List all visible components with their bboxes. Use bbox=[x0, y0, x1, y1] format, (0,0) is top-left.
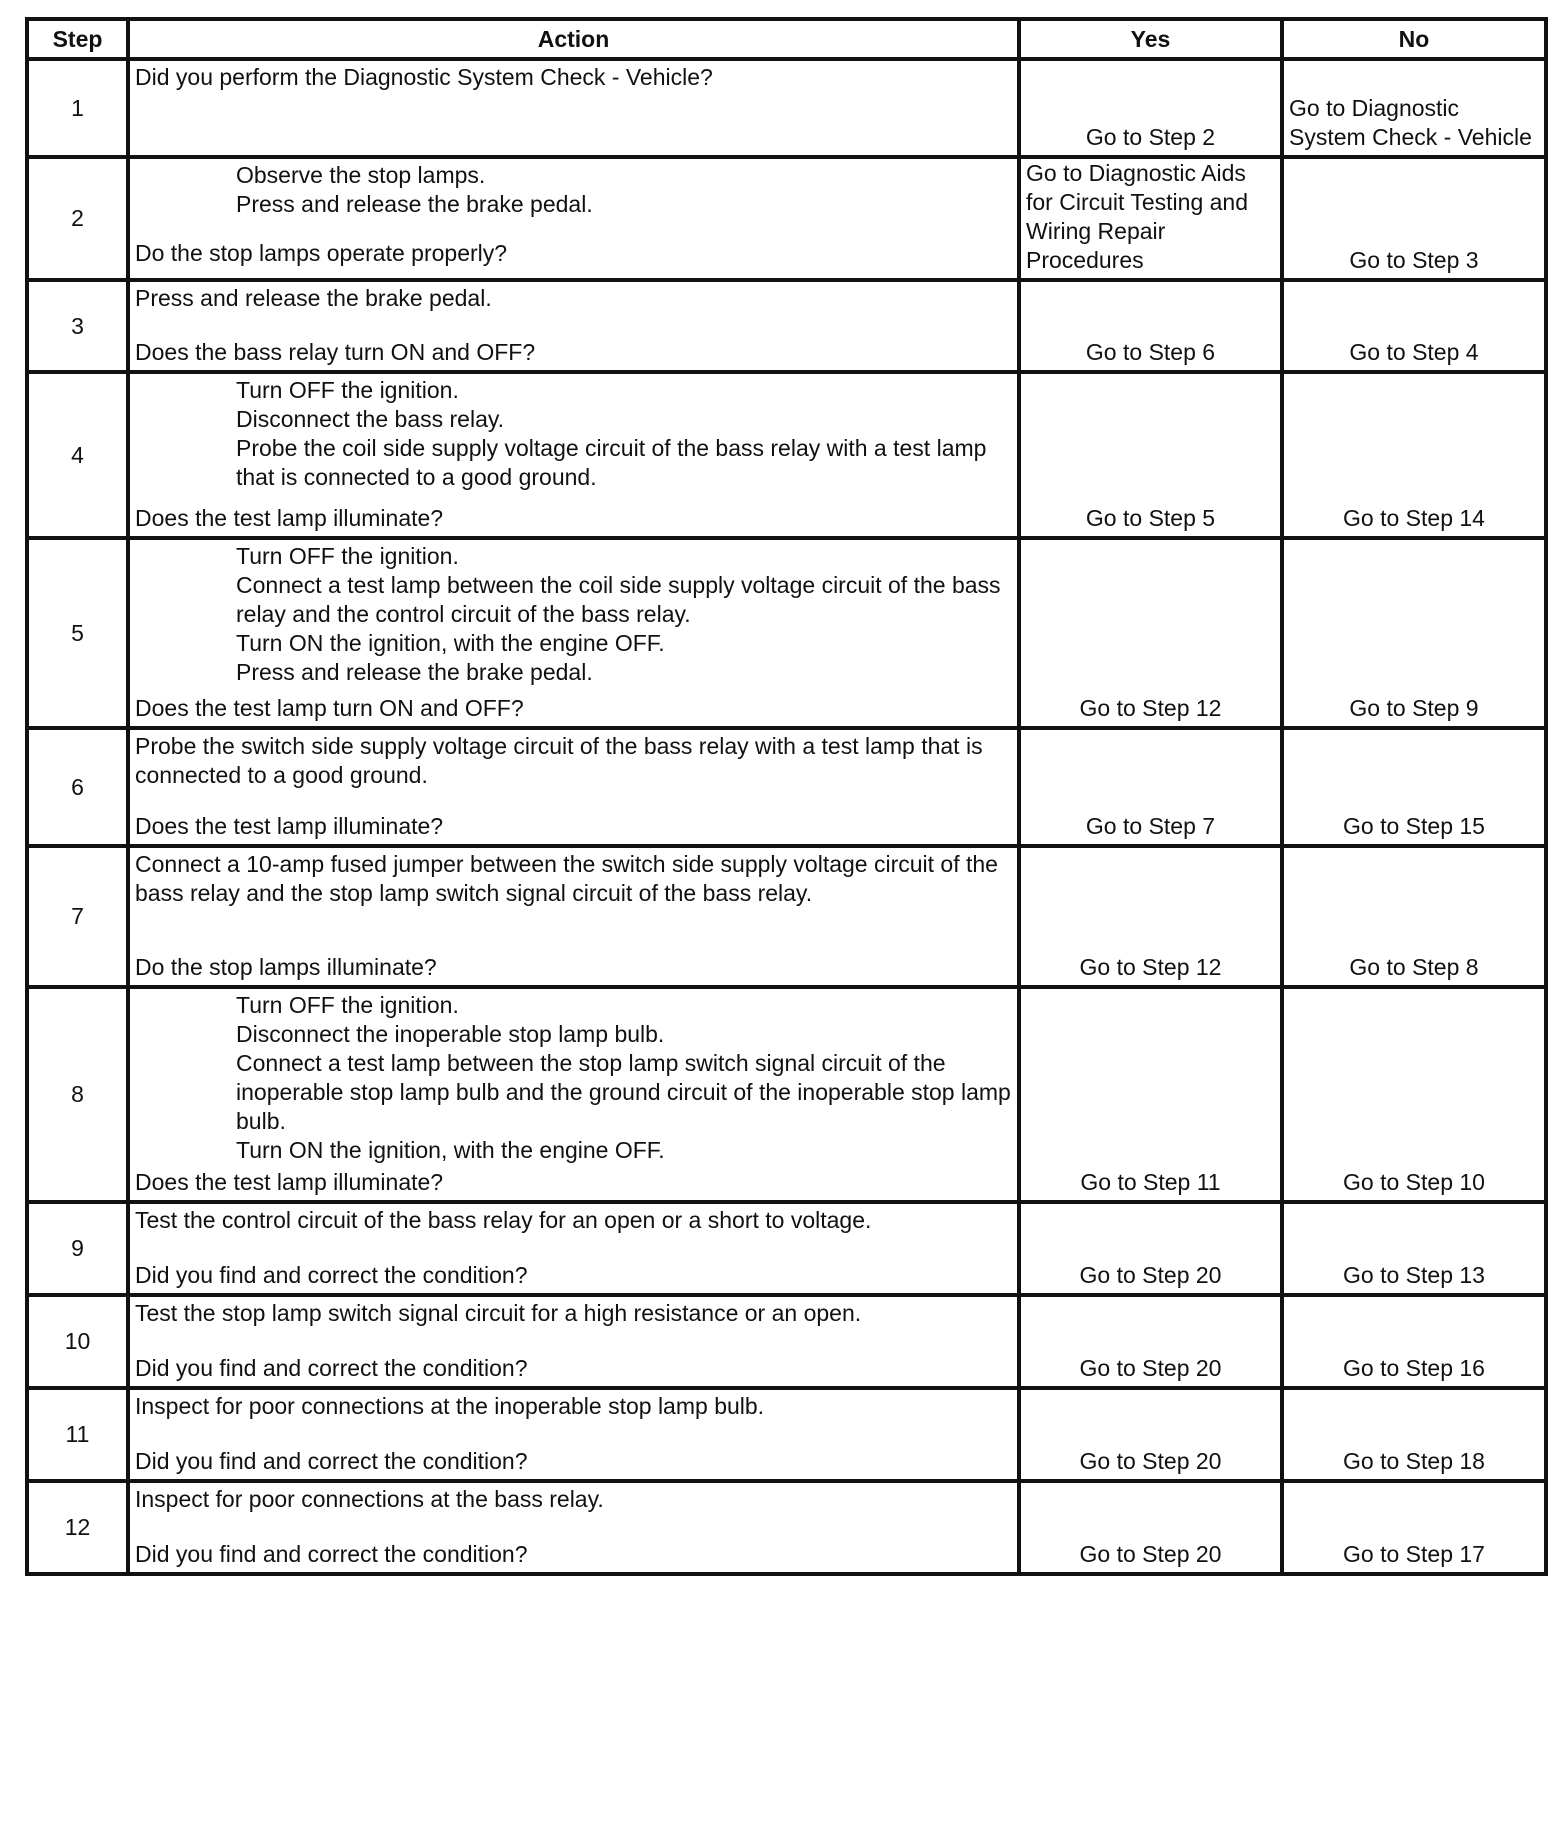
step-number-cell: 10 bbox=[27, 1295, 128, 1388]
action-question: Did you find and correct the condition? bbox=[135, 1448, 528, 1474]
step-number-cell: 11 bbox=[27, 1388, 128, 1481]
no-result-cell bbox=[1282, 1295, 1546, 1388]
no-result-text: Go to Step 17 bbox=[1343, 1541, 1485, 1567]
step-number-cell: 5 bbox=[27, 538, 128, 728]
action-content bbox=[135, 1483, 1012, 1572]
action-substep: Turn OFF the ignition. bbox=[236, 992, 459, 1018]
action-substep: Disconnect the bass relay. bbox=[236, 406, 505, 432]
action-cell bbox=[128, 538, 1019, 728]
no-result-text: Go to Step 3 bbox=[1349, 247, 1479, 273]
action-content bbox=[135, 848, 1012, 985]
action-cell bbox=[128, 846, 1019, 987]
action-text: Probe the switch side supply voltage circuit of the bass relay with a test lamp that is connected to a good ground. bbox=[135, 733, 983, 788]
yes-result-cell bbox=[1019, 987, 1282, 1202]
no-result-text: Go to Step 8 bbox=[1349, 954, 1479, 980]
no-result-cell bbox=[1282, 157, 1546, 280]
action-instructions bbox=[135, 542, 1012, 687]
action-cell bbox=[128, 280, 1019, 372]
action-cell bbox=[128, 1295, 1019, 1388]
yes-result-cell bbox=[1019, 157, 1282, 280]
action-instructions bbox=[135, 732, 1012, 790]
yes-result-cell bbox=[1019, 1388, 1282, 1481]
action-cell bbox=[128, 1202, 1019, 1295]
action-text: Inspect for poor connections at the bass relay. bbox=[135, 1486, 604, 1512]
action-instructions bbox=[135, 991, 1012, 1165]
action-question: Do the stop lamps illuminate? bbox=[135, 954, 437, 980]
action-content bbox=[135, 282, 1012, 370]
action-substep: Probe the coil side supply voltage circuit of the bass relay with a test lamp that is connected to a good ground. bbox=[236, 435, 987, 490]
no-result-text: Go to Step 9 bbox=[1349, 695, 1479, 721]
action-cell bbox=[128, 1388, 1019, 1481]
action-substep: Press and release the brake pedal. bbox=[236, 191, 593, 217]
action-substep: Turn OFF the ignition. bbox=[236, 377, 459, 403]
action-question: Does the test lamp illuminate? bbox=[135, 813, 444, 839]
yes-result-text: Go to Step 11 bbox=[1080, 1169, 1221, 1195]
action-text: Inspect for poor connections at the inoperable stop lamp bulb. bbox=[135, 1393, 765, 1419]
action-substep: Disconnect the inoperable stop lamp bulb. bbox=[236, 1021, 665, 1047]
step-number-cell: 4 bbox=[27, 372, 128, 538]
action-content bbox=[135, 989, 1012, 1200]
no-result-cell bbox=[1282, 728, 1546, 846]
yes-result-text: Go to Step 5 bbox=[1085, 505, 1216, 531]
no-result-text: Go to Step 16 bbox=[1343, 1355, 1485, 1381]
action-question: Does the test lamp illuminate? bbox=[135, 1169, 444, 1195]
action-question: Did you find and correct the condition? bbox=[135, 1541, 528, 1567]
action-substep: Connect a test lamp between the stop lamp switch signal circuit of the inoperable stop lamp bulb and the ground circuit of the inoperable stop lamp bulb. bbox=[236, 1050, 1011, 1134]
yes-result-cell bbox=[1019, 280, 1282, 372]
action-instructions bbox=[135, 376, 1012, 492]
no-result-cell bbox=[1282, 59, 1546, 157]
action-instructions bbox=[135, 850, 1012, 908]
action-content bbox=[135, 540, 1012, 726]
action-instructions bbox=[135, 1206, 1012, 1235]
no-result-text: Go to Diagnostic System Check - Vehicle bbox=[1289, 95, 1532, 150]
table-row bbox=[27, 1202, 1546, 1295]
yes-result-text: Go to Step 7 bbox=[1085, 813, 1216, 839]
action-substep: Turn ON the ignition, with the engine OFF. bbox=[236, 630, 665, 656]
action-text: Did you perform the Diagnostic System Check - Vehicle? bbox=[135, 64, 713, 90]
yes-result-cell bbox=[1019, 59, 1282, 157]
yes-result-cell bbox=[1019, 846, 1282, 987]
yes-result-cell bbox=[1019, 728, 1282, 846]
step-number-cell: 12 bbox=[27, 1481, 128, 1574]
action-substep: Press and release the brake pedal. bbox=[236, 659, 593, 685]
table-body bbox=[27, 59, 1546, 1574]
no-result-text: Go to Step 13 bbox=[1343, 1262, 1485, 1288]
step-number-cell: 6 bbox=[27, 728, 128, 846]
action-content bbox=[135, 730, 1012, 844]
header-step: Step bbox=[27, 19, 128, 59]
action-question: Does the test lamp turn ON and OFF? bbox=[135, 695, 524, 721]
action-cell bbox=[128, 372, 1019, 538]
no-result-cell bbox=[1282, 372, 1546, 538]
action-question: Does the test lamp illuminate? bbox=[135, 505, 444, 531]
header-action: Action bbox=[128, 19, 1019, 59]
table-row bbox=[27, 728, 1546, 846]
yes-result-cell bbox=[1019, 372, 1282, 538]
action-cell bbox=[128, 728, 1019, 846]
table-row bbox=[27, 538, 1546, 728]
table-row bbox=[27, 846, 1546, 987]
action-substep: Observe the stop lamps. bbox=[236, 162, 486, 188]
header-no: No bbox=[1282, 19, 1546, 59]
yes-result-text: Go to Step 6 bbox=[1085, 339, 1216, 365]
no-result-text: Go to Step 10 bbox=[1343, 1169, 1485, 1195]
step-number-cell: 9 bbox=[27, 1202, 128, 1295]
action-content bbox=[135, 1390, 1012, 1479]
action-instructions bbox=[135, 1485, 1012, 1514]
action-instructions bbox=[135, 1392, 1012, 1421]
action-substep: Connect a test lamp between the coil side supply voltage circuit of the bass relay and the control circuit of the bass relay. bbox=[236, 572, 1001, 627]
no-result-cell bbox=[1282, 846, 1546, 987]
table-row bbox=[27, 1295, 1546, 1388]
no-result-text: Go to Step 15 bbox=[1343, 813, 1485, 839]
yes-result-text: Go to Step 2 bbox=[1085, 124, 1216, 150]
no-result-cell bbox=[1282, 1202, 1546, 1295]
table-row bbox=[27, 280, 1546, 372]
table-row bbox=[27, 987, 1546, 1202]
step-number-cell: 3 bbox=[27, 280, 128, 372]
yes-result-text: Go to Step 12 bbox=[1079, 695, 1222, 721]
action-content bbox=[135, 374, 1012, 536]
yes-result-text: Go to Step 20 bbox=[1079, 1262, 1222, 1288]
yes-result-cell bbox=[1019, 1295, 1282, 1388]
action-instructions bbox=[135, 1299, 1012, 1328]
no-result-cell bbox=[1282, 1481, 1546, 1574]
action-instructions bbox=[135, 63, 1012, 92]
yes-result-text: Go to Step 20 bbox=[1079, 1355, 1222, 1381]
table-row bbox=[27, 1481, 1546, 1574]
action-question: Did you find and correct the condition? bbox=[135, 1355, 528, 1381]
yes-result-cell bbox=[1019, 538, 1282, 728]
yes-result-text: Go to Diagnostic Aids for Circuit Testing and Wiring Repair Procedures bbox=[1026, 160, 1249, 273]
yes-result-text: Go to Step 20 bbox=[1079, 1448, 1222, 1474]
action-cell bbox=[128, 1481, 1019, 1574]
step-number-cell: 7 bbox=[27, 846, 128, 987]
action-content bbox=[135, 1204, 1012, 1293]
table-row bbox=[27, 59, 1546, 157]
action-text: Test the stop lamp switch signal circuit for a high resistance or an open. bbox=[135, 1300, 862, 1326]
step-number-cell: 8 bbox=[27, 987, 128, 1202]
action-question: Did you find and correct the condition? bbox=[135, 1262, 528, 1288]
step-number-cell: 1 bbox=[27, 59, 128, 157]
action-instructions bbox=[135, 161, 1012, 219]
action-content bbox=[135, 1297, 1012, 1386]
action-text: Press and release the brake pedal. bbox=[135, 285, 492, 311]
action-substep: Turn OFF the ignition. bbox=[236, 543, 459, 569]
action-question: Does the bass relay turn ON and OFF? bbox=[135, 339, 536, 365]
table-header-row bbox=[27, 19, 1546, 59]
action-cell bbox=[128, 987, 1019, 1202]
action-content bbox=[135, 61, 1012, 155]
no-result-cell bbox=[1282, 538, 1546, 728]
table-row bbox=[27, 372, 1546, 538]
action-substep: Turn ON the ignition, with the engine OFF. bbox=[236, 1137, 665, 1163]
no-result-text: Go to Step 18 bbox=[1343, 1448, 1485, 1474]
yes-result-cell bbox=[1019, 1202, 1282, 1295]
no-result-text: Go to Step 14 bbox=[1343, 505, 1485, 531]
yes-result-text: Go to Step 20 bbox=[1079, 1541, 1222, 1567]
action-text: Test the control circuit of the bass relay for an open or a short to voltage. bbox=[135, 1207, 872, 1233]
action-cell bbox=[128, 157, 1019, 280]
header-yes: Yes bbox=[1019, 19, 1282, 59]
action-instructions bbox=[135, 284, 1012, 313]
no-result-cell bbox=[1282, 1388, 1546, 1481]
step-number-cell: 2 bbox=[27, 157, 128, 280]
yes-result-cell bbox=[1019, 1481, 1282, 1574]
no-result-cell bbox=[1282, 280, 1546, 372]
table-row bbox=[27, 1388, 1546, 1481]
action-text: Connect a 10-amp fused jumper between the switch side supply voltage circuit of the bass relay and the stop lamp switch signal circuit of the bass relay. bbox=[135, 851, 998, 906]
action-cell bbox=[128, 59, 1019, 157]
action-question: Do the stop lamps operate properly? bbox=[135, 240, 508, 266]
table-row bbox=[27, 157, 1546, 280]
diagnostic-table bbox=[25, 17, 1548, 1576]
yes-result-text: Go to Step 12 bbox=[1079, 954, 1222, 980]
no-result-text: Go to Step 4 bbox=[1349, 339, 1479, 365]
no-result-cell bbox=[1282, 987, 1546, 1202]
action-content bbox=[135, 159, 1012, 271]
